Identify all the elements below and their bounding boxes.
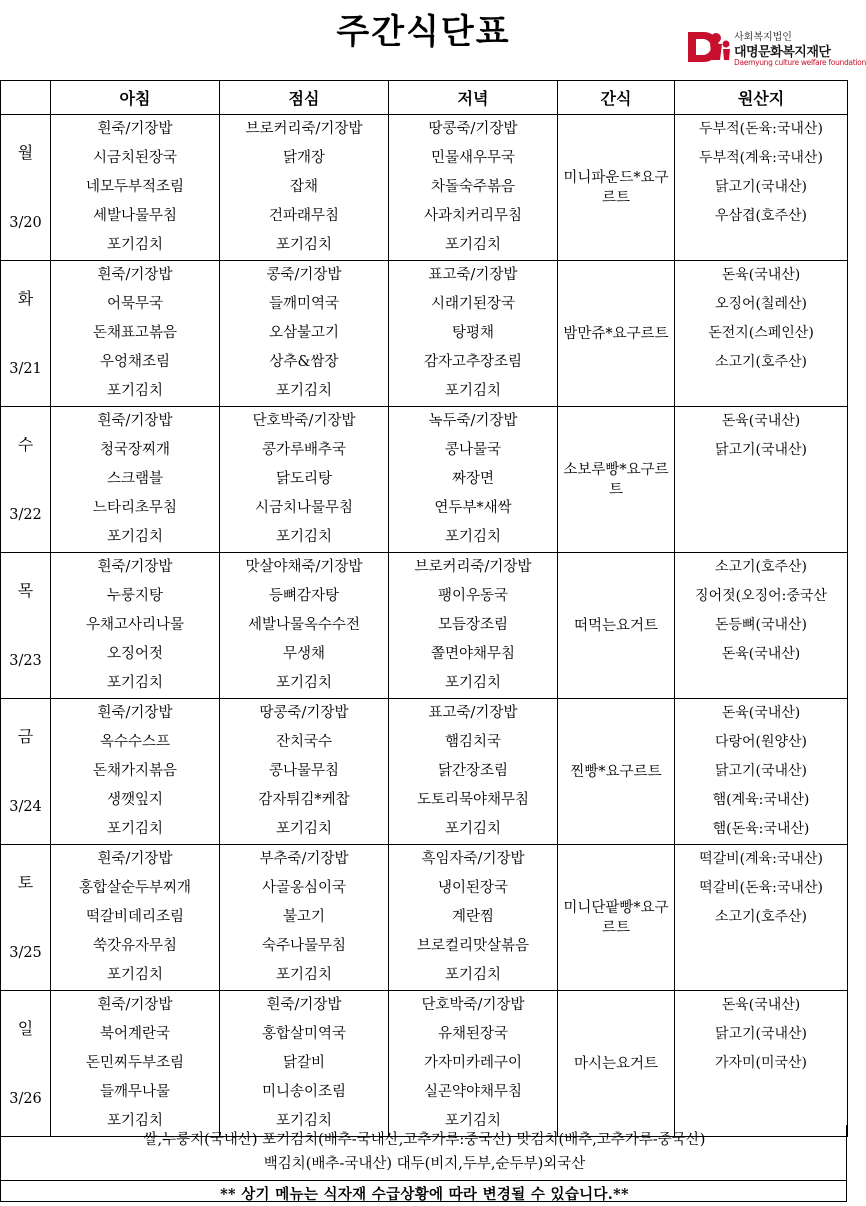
- day-cell: [1, 991, 51, 1137]
- lunch-item: 닭갈비: [282, 1055, 326, 1071]
- lunch-item: 숙주나물무침: [261, 938, 347, 954]
- table-row: [1, 407, 848, 553]
- origin-item: 소고기(호주산): [714, 354, 808, 370]
- dinner-item: 브로컬리맛살볶음: [416, 938, 530, 954]
- lunch-cell: [220, 553, 389, 699]
- dinner-item: 연두부*새싹: [434, 500, 512, 516]
- footer-notes: [0, 1125, 847, 1202]
- breakfast-item: 청국장찌개: [99, 442, 171, 458]
- lunch-cell: [220, 261, 389, 407]
- lunch-item: 닭도리탕: [275, 471, 333, 487]
- lunch-item: 콩가루배추국: [261, 442, 347, 458]
- origin-item: 돈육(국내산): [721, 997, 801, 1013]
- header-snack: 간식: [558, 81, 675, 115]
- lunch-item: 단호박죽/기장밥: [252, 413, 356, 429]
- lunch-item: 포기김치: [275, 821, 333, 837]
- day-date: 3/25: [9, 944, 42, 961]
- dinner-item: 햄김치국: [444, 734, 502, 750]
- breakfast-cell: [51, 991, 220, 1137]
- breakfast-item: 포기김치: [106, 1113, 164, 1129]
- breakfast-item: 오징어젓: [106, 646, 164, 662]
- day-date: 3/23: [9, 652, 42, 669]
- dinner-cell: [389, 407, 558, 553]
- breakfast-item: 흰죽/기장밥: [97, 121, 173, 137]
- snack-cell: 마시는요거트: [558, 991, 675, 1137]
- lunch-item: 맛살야채죽/기장밥: [245, 559, 363, 575]
- dinner-item: 계란찜: [451, 909, 495, 925]
- day-cell: [1, 261, 51, 407]
- footer-origin-line-2: 백김치(배추-국내산) 대두(비지,두부,순두부)외국산: [263, 1156, 586, 1172]
- dinner-item: 팽이우동국: [437, 588, 509, 604]
- day-date: 3/20: [9, 214, 42, 231]
- table-header-row: [1, 81, 848, 115]
- origin-cell: [675, 845, 848, 991]
- origin-item: 가자미(미국산): [714, 1055, 808, 1071]
- page-title: 주간식단표: [336, 12, 511, 52]
- breakfast-cell: [51, 115, 220, 261]
- origin-item: 떡갈비(계육:국내산): [699, 851, 823, 867]
- dinner-item: 탕평채: [451, 325, 495, 341]
- breakfast-cell: [51, 261, 220, 407]
- day-date: 3/21: [9, 360, 42, 377]
- breakfast-item: 포기김치: [106, 821, 164, 837]
- day-cell: [1, 115, 51, 261]
- origin-item: 닭고기(국내산): [714, 442, 808, 458]
- origin-item: 두부적(돈육:국내산): [699, 121, 823, 137]
- breakfast-item: 느타리초무침: [92, 500, 178, 516]
- lunch-item: 상추&쌈장: [269, 354, 339, 370]
- dinner-item: 민물새우무국: [430, 150, 516, 166]
- day-cell: [1, 407, 51, 553]
- breakfast-cell: [51, 845, 220, 991]
- lunch-item: 포기김치: [275, 675, 333, 691]
- lunch-cell: [220, 845, 389, 991]
- dinner-item: 흑임자죽/기장밥: [421, 851, 525, 867]
- breakfast-cell: [51, 553, 220, 699]
- day-name: 화: [17, 288, 34, 308]
- breakfast-cell: [51, 699, 220, 845]
- dinner-item: 차돌숙주볶음: [430, 179, 516, 195]
- dinner-item: 포기김치: [444, 1113, 502, 1129]
- day-name: 금: [17, 726, 34, 746]
- dinner-item: 시래기된장국: [430, 296, 516, 312]
- dinner-item: 모듬장조림: [437, 617, 509, 633]
- breakfast-item: 포기김치: [106, 529, 164, 545]
- lunch-item: 시금치나물무침: [254, 500, 354, 516]
- origin-cell: [675, 407, 848, 553]
- lunch-cell: [220, 407, 389, 553]
- foundation-logo: [684, 26, 866, 72]
- origin-cell: [675, 261, 848, 407]
- origin-item: 오징어(칠레산): [714, 296, 808, 312]
- table-row: [1, 845, 848, 991]
- breakfast-item: 우채고사리나물: [85, 617, 185, 633]
- lunch-item: 무생채: [282, 646, 326, 662]
- breakfast-item: 돈채가지볶음: [92, 763, 178, 779]
- origin-cell: [675, 553, 848, 699]
- dinner-item: 콩나물국: [444, 442, 502, 458]
- dinner-item: 도토리묵야채무침: [416, 792, 530, 808]
- day-name: 토: [17, 872, 34, 892]
- breakfast-item: 포기김치: [106, 675, 164, 691]
- day-date: 3/26: [9, 1090, 42, 1107]
- logo-subtitle: 사회복지법인: [734, 32, 792, 43]
- table-row: [1, 553, 848, 699]
- lunch-item: 오삼불고기: [268, 325, 340, 341]
- dinner-item: 포기김치: [444, 383, 502, 399]
- lunch-item: 포기김치: [275, 529, 333, 545]
- day-name: 수: [17, 434, 34, 454]
- origin-item: 징어젓(오징어:중국산: [695, 588, 827, 604]
- lunch-item: 콩죽/기장밥: [266, 267, 342, 283]
- origin-item: 돈육(국내산): [721, 646, 801, 662]
- lunch-item: 흰죽/기장밥: [266, 997, 342, 1013]
- breakfast-item: 흰죽/기장밥: [97, 997, 173, 1013]
- dinner-cell: [389, 699, 558, 845]
- lunch-item: 콩나물무침: [268, 763, 340, 779]
- day-cell: [1, 845, 51, 991]
- origin-item: 돈등뼈(국내산): [714, 617, 808, 633]
- dinner-item: 실곤약야채무침: [423, 1084, 523, 1100]
- table-row: [1, 699, 848, 845]
- lunch-item: 포기김치: [275, 383, 333, 399]
- breakfast-cell: [51, 407, 220, 553]
- breakfast-item: 포기김치: [106, 967, 164, 983]
- footer-origin-line-1: 쌀,누룽지(국내산) 포기김치(배추-국내산,고추가루:중국산) 맛김치(배추,고추가루-중국산): [143, 1132, 706, 1148]
- dinner-item: 포기김치: [444, 967, 502, 983]
- dinner-item: 땅콩죽/기장밥: [428, 121, 518, 137]
- breakfast-item: 흰죽/기장밥: [97, 851, 173, 867]
- origin-item: 소고기(호주산): [714, 559, 808, 575]
- dinner-item: 포기김치: [444, 237, 502, 253]
- breakfast-item: 홍합살순두부찌개: [78, 880, 192, 896]
- day-name: 일: [17, 1018, 34, 1038]
- origin-item: 우삼겹(호주산): [714, 208, 808, 224]
- origin-item: 다랑어(원양산): [714, 734, 808, 750]
- lunch-cell: [220, 115, 389, 261]
- breakfast-item: 생깻잎지: [106, 792, 164, 808]
- logo-english-name: Daemyung culture welfare foundation: [734, 58, 866, 67]
- dinner-cell: [389, 845, 558, 991]
- dinner-item: 브로커리죽/기장밥: [414, 559, 532, 575]
- snack-cell: 찐빵*요구르트: [558, 699, 675, 845]
- day-name: 목: [17, 580, 34, 600]
- lunch-item: 건파래무침: [268, 208, 340, 224]
- origin-item: 돈육(국내산): [721, 413, 801, 429]
- lunch-item: 사골옹심이국: [261, 880, 347, 896]
- footer-divider: [1, 1180, 846, 1181]
- lunch-item: 들깨미역국: [268, 296, 340, 312]
- dinner-item: 표고죽/기장밥: [428, 705, 518, 721]
- dinner-item: 포기김치: [444, 529, 502, 545]
- dinner-item: 표고죽/기장밥: [428, 267, 518, 283]
- lunch-item: 포기김치: [275, 967, 333, 983]
- snack-cell: 미니단팥빵*요구르트: [558, 845, 675, 991]
- dinner-item: 감자고추장조림: [423, 354, 523, 370]
- day-name: 월: [17, 142, 34, 162]
- weekly-menu-table: [0, 80, 848, 1137]
- breakfast-item: 누룽지탕: [106, 588, 164, 604]
- breakfast-item: 시금치된장국: [92, 150, 178, 166]
- dinner-item: 짜장면: [451, 471, 495, 487]
- dinner-cell: [389, 261, 558, 407]
- origin-item: 닭고기(국내산): [714, 1026, 808, 1042]
- breakfast-item: 흰죽/기장밥: [97, 413, 173, 429]
- snack-cell: 소보루빵*요구르트: [558, 407, 675, 553]
- origin-item: 햄(계육:국내산): [712, 792, 810, 808]
- header-lunch: 점심: [220, 81, 389, 115]
- lunch-item: 포기김치: [275, 1113, 333, 1129]
- origin-item: 떡갈비(돈육:국내산): [699, 880, 823, 896]
- origin-cell: [675, 991, 848, 1137]
- breakfast-item: 옥수수스프: [99, 734, 171, 750]
- table-row: [1, 115, 848, 261]
- dinner-item: 유채된장국: [437, 1026, 509, 1042]
- dinner-item: 냉이된장국: [437, 880, 509, 896]
- dinner-cell: [389, 115, 558, 261]
- breakfast-item: 쑥갓유자무침: [92, 938, 178, 954]
- header-dinner: 저녁: [389, 81, 558, 115]
- breakfast-item: 스크램블: [106, 471, 164, 487]
- breakfast-item: 흰죽/기장밥: [97, 559, 173, 575]
- breakfast-item: 포기김치: [106, 383, 164, 399]
- origin-item: 돈전지(스페인산): [708, 325, 814, 341]
- dinner-cell: [389, 553, 558, 699]
- origin-item: 닭고기(국내산): [714, 763, 808, 779]
- dinner-item: 포기김치: [444, 821, 502, 837]
- header-breakfast: 아침: [51, 81, 220, 115]
- breakfast-item: 북어계란국: [99, 1026, 171, 1042]
- lunch-cell: [220, 991, 389, 1137]
- lunch-item: 불고기: [282, 909, 326, 925]
- breakfast-item: 돈채표고볶음: [92, 325, 178, 341]
- day-cell: [1, 699, 51, 845]
- breakfast-item: 흰죽/기장밥: [97, 705, 173, 721]
- snack-cell: 미니파운드*요구르트: [558, 115, 675, 261]
- dinner-item: 단호박죽/기장밥: [421, 997, 525, 1013]
- lunch-item: 잔치국수: [275, 734, 333, 750]
- lunch-item: 부추죽/기장밥: [259, 851, 349, 867]
- dinner-item: 사과치커리무침: [423, 208, 523, 224]
- lunch-item: 등뼈감자탕: [268, 588, 340, 604]
- lunch-item: 세발나물옥수수전: [247, 617, 361, 633]
- lunch-item: 감자튀김*케찹: [258, 792, 350, 808]
- table-row: [1, 991, 848, 1137]
- breakfast-item: 들깨무나물: [99, 1084, 171, 1100]
- dinner-item: 녹두죽/기장밥: [428, 413, 518, 429]
- lunch-item: 닭개장: [282, 150, 326, 166]
- origin-item: 돈육(국내산): [721, 705, 801, 721]
- origin-item: 닭고기(국내산): [714, 179, 808, 195]
- dinner-item: 쫄면야채무침: [430, 646, 516, 662]
- day-date: 3/24: [9, 798, 42, 815]
- logo-name: 대명문화복지재단: [734, 45, 831, 60]
- lunch-item: 미니송이조림: [261, 1084, 347, 1100]
- breakfast-item: 돈민찌두부조림: [85, 1055, 185, 1071]
- breakfast-item: 우엉채조림: [99, 354, 171, 370]
- origin-item: 햄(돈육:국내산): [712, 821, 810, 837]
- lunch-item: 잡채: [289, 179, 318, 195]
- origin-item: 두부적(계육:국내산): [699, 150, 823, 166]
- lunch-item: 홍합살미역국: [261, 1026, 347, 1042]
- dinner-item: 포기김치: [444, 675, 502, 691]
- lunch-item: 브로커리죽/기장밥: [245, 121, 363, 137]
- breakfast-item: 떡갈비데리조림: [85, 909, 185, 925]
- dinner-item: 닭간장조림: [437, 763, 509, 779]
- breakfast-item: 포기김치: [106, 237, 164, 253]
- menu-change-notice: ** 상기 메뉴는 식자재 수급상황에 따라 변경될 수 있습니다.**: [220, 1186, 629, 1203]
- origin-item: 소고기(호주산): [714, 909, 808, 925]
- breakfast-item: 세발나물무침: [92, 208, 178, 224]
- origin-item: 돈육(국내산): [721, 267, 801, 283]
- day-cell: [1, 553, 51, 699]
- foundation-logo-icon: [684, 30, 732, 66]
- snack-cell: 밤만쥬*요구르트: [558, 261, 675, 407]
- breakfast-item: 네모두부적조림: [85, 179, 185, 195]
- snack-cell: 떠먹는요거트: [558, 553, 675, 699]
- lunch-cell: [220, 699, 389, 845]
- dinner-cell: [389, 991, 558, 1137]
- origin-cell: [675, 115, 848, 261]
- lunch-item: 땅콩죽/기장밥: [259, 705, 349, 721]
- table-row: [1, 261, 848, 407]
- header-day: [1, 81, 51, 115]
- header-origin: 원산지: [675, 81, 848, 115]
- breakfast-item: 어묵무국: [106, 296, 164, 312]
- origin-cell: [675, 699, 848, 845]
- lunch-item: 포기김치: [275, 237, 333, 253]
- breakfast-item: 흰죽/기장밥: [97, 267, 173, 283]
- dinner-item: 가자미카레구이: [423, 1055, 523, 1071]
- day-date: 3/22: [9, 506, 42, 523]
